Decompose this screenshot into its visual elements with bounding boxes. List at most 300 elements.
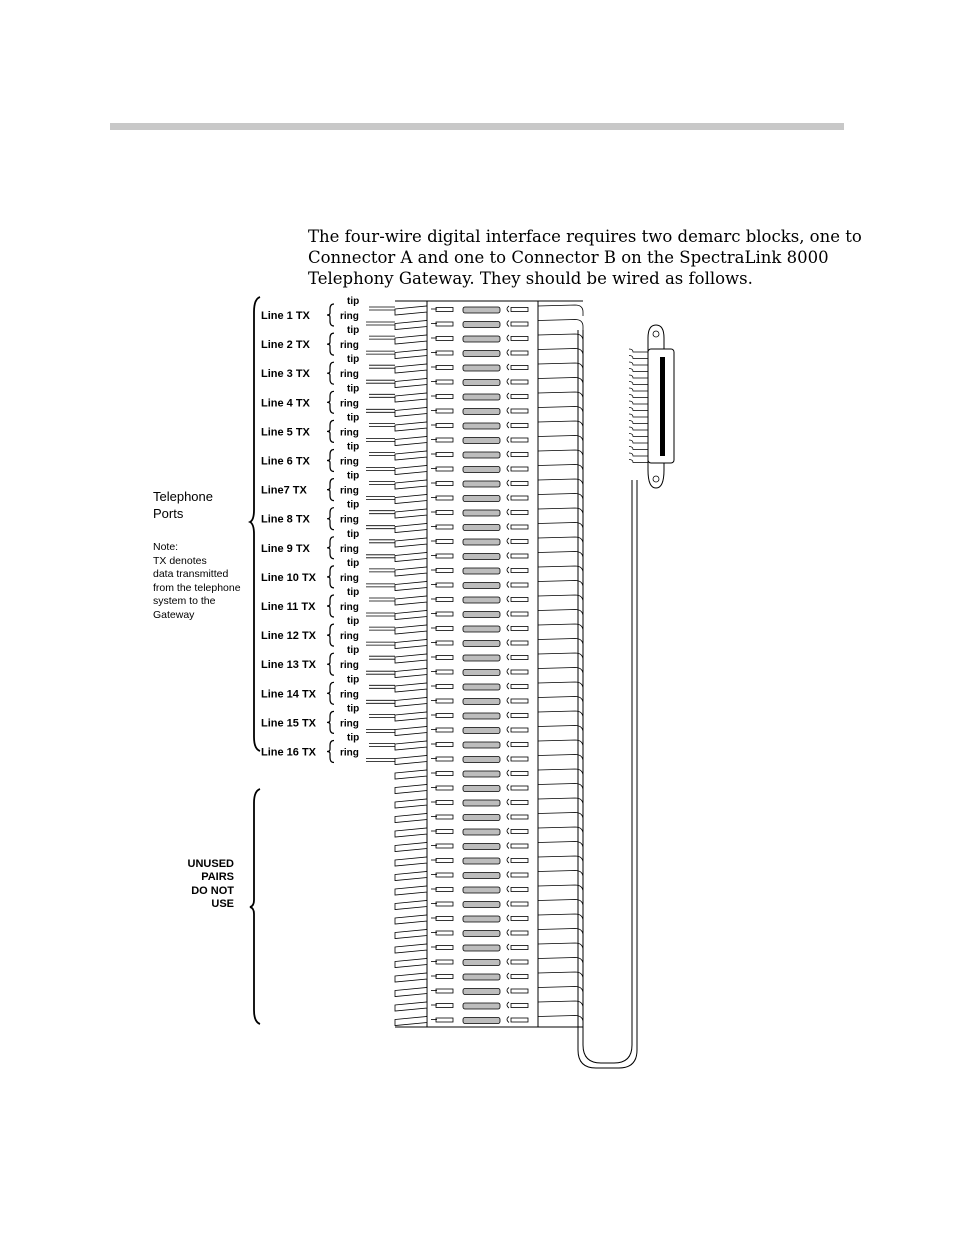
right-lead bbox=[538, 566, 583, 577]
tip-label: tip bbox=[347, 703, 360, 715]
connector-wire bbox=[629, 414, 648, 417]
right-lead bbox=[538, 392, 583, 403]
left-clip bbox=[436, 351, 453, 355]
left-lead bbox=[395, 973, 427, 982]
left-clip bbox=[436, 554, 453, 558]
right-clip-hook bbox=[507, 611, 509, 617]
right-lead bbox=[538, 407, 583, 418]
right-lead bbox=[538, 624, 583, 635]
note-line-1: Note: bbox=[153, 541, 179, 553]
right-lead bbox=[538, 305, 583, 316]
tip-label: tip bbox=[347, 528, 360, 540]
line-label: Line 13 TX bbox=[261, 659, 317, 672]
note-line-3: data transmitted bbox=[153, 568, 229, 580]
left-clip bbox=[436, 656, 453, 660]
right-lead bbox=[538, 479, 583, 490]
left-lead bbox=[395, 669, 427, 678]
right-clip-hook bbox=[507, 640, 509, 646]
tip-label: tip bbox=[347, 412, 360, 424]
right-clip bbox=[511, 917, 528, 921]
right-clip-hook bbox=[507, 422, 509, 428]
unused-pairs-brace bbox=[250, 789, 260, 1024]
line-label: Line 3 TX bbox=[261, 368, 310, 381]
tip-label: tip bbox=[347, 470, 360, 482]
bridge-clip bbox=[463, 452, 500, 458]
right-lead bbox=[538, 610, 583, 621]
left-clip bbox=[436, 844, 453, 848]
right-clip-hook bbox=[507, 756, 509, 762]
left-clip bbox=[436, 540, 453, 544]
connector-screw-bottom bbox=[653, 476, 659, 482]
right-lead bbox=[538, 595, 583, 606]
tip-label: tip bbox=[347, 674, 360, 686]
right-clip bbox=[511, 380, 528, 384]
right-clip bbox=[511, 424, 528, 428]
tip-label: tip bbox=[347, 441, 360, 453]
left-lead bbox=[395, 944, 427, 953]
right-clip bbox=[511, 772, 528, 776]
right-clip bbox=[511, 453, 528, 457]
right-lead bbox=[538, 639, 583, 650]
left-lead bbox=[395, 756, 427, 765]
right-clip bbox=[511, 482, 528, 486]
right-clip-hook bbox=[507, 843, 509, 849]
bridge-clip bbox=[463, 568, 500, 574]
right-clip-hook bbox=[507, 1002, 509, 1008]
right-clip-hook bbox=[507, 335, 509, 341]
line-brace bbox=[327, 566, 334, 588]
left-clip bbox=[436, 989, 453, 993]
right-lead bbox=[538, 508, 583, 519]
line-label: Line 9 TX bbox=[261, 542, 310, 555]
right-lead bbox=[538, 871, 583, 882]
right-clip bbox=[511, 757, 528, 761]
right-lead bbox=[538, 856, 583, 867]
tip-label: tip bbox=[347, 383, 360, 395]
right-clip bbox=[511, 946, 528, 950]
right-clip bbox=[511, 685, 528, 689]
left-lead bbox=[395, 828, 427, 837]
right-clip bbox=[511, 395, 528, 399]
note-line-4: from the telephone bbox=[153, 581, 241, 594]
bridge-clip bbox=[463, 1003, 500, 1009]
bridge-clip bbox=[463, 394, 500, 400]
bridge-clip bbox=[463, 438, 500, 444]
left-clip bbox=[436, 482, 453, 486]
connector-wire bbox=[629, 388, 648, 391]
bridge-clip bbox=[463, 713, 500, 719]
left-lead bbox=[395, 988, 427, 997]
line-brace bbox=[327, 741, 334, 763]
bridge-clip bbox=[463, 612, 500, 618]
left-lead bbox=[395, 437, 427, 446]
right-clip bbox=[511, 873, 528, 877]
right-lead bbox=[538, 900, 583, 911]
right-clip-hook bbox=[507, 567, 509, 573]
right-clip-hook bbox=[507, 451, 509, 457]
left-lead bbox=[395, 901, 427, 910]
right-clip-hook bbox=[507, 654, 509, 660]
bridge-clip bbox=[463, 902, 500, 908]
left-lead bbox=[395, 393, 427, 402]
line-label: Line 5 TX bbox=[261, 426, 310, 439]
right-clip-hook bbox=[507, 393, 509, 399]
left-lead bbox=[395, 466, 427, 475]
ring-label: ring bbox=[340, 572, 359, 584]
right-clip bbox=[511, 815, 528, 819]
left-lead bbox=[395, 1002, 427, 1011]
left-clip bbox=[436, 598, 453, 602]
left-clip bbox=[436, 453, 453, 457]
left-clip bbox=[436, 960, 453, 964]
unused-line-3: DO NOT bbox=[191, 884, 234, 897]
left-lead bbox=[395, 509, 427, 518]
connector-wire bbox=[629, 440, 648, 443]
left-clip bbox=[436, 511, 453, 515]
bridge-clip bbox=[463, 989, 500, 995]
right-clip-hook bbox=[507, 959, 509, 965]
connector-wire bbox=[629, 349, 648, 352]
line-label: Line 16 TX bbox=[261, 746, 317, 759]
bridge-clip bbox=[463, 525, 500, 531]
left-lead bbox=[395, 524, 427, 533]
right-lead bbox=[538, 320, 583, 331]
ring-label: ring bbox=[340, 398, 359, 410]
right-clip-hook bbox=[507, 785, 509, 791]
right-clip bbox=[511, 670, 528, 674]
right-clip bbox=[511, 931, 528, 935]
right-lead bbox=[538, 711, 583, 722]
right-clip bbox=[511, 337, 528, 341]
left-clip bbox=[436, 366, 453, 370]
line-brace bbox=[327, 508, 334, 530]
ring-label: ring bbox=[340, 485, 359, 497]
left-lead bbox=[395, 741, 427, 750]
right-clip bbox=[511, 496, 528, 500]
left-clip bbox=[436, 772, 453, 776]
right-lead bbox=[538, 494, 583, 505]
line-brace bbox=[327, 450, 334, 472]
right-lead bbox=[538, 842, 583, 853]
left-clip bbox=[436, 888, 453, 892]
ports-label-line-2: Ports bbox=[153, 506, 184, 521]
left-lead bbox=[395, 886, 427, 895]
right-clip-hook bbox=[507, 408, 509, 414]
right-lead bbox=[538, 972, 583, 983]
left-clip bbox=[436, 815, 453, 819]
left-lead bbox=[395, 408, 427, 417]
right-lead bbox=[538, 421, 583, 432]
right-lead bbox=[538, 378, 583, 389]
ring-label: ring bbox=[340, 456, 359, 468]
note-line-2: TX denotes bbox=[153, 554, 207, 567]
line-label: Line 12 TX bbox=[261, 630, 317, 643]
right-clip-hook bbox=[507, 770, 509, 776]
right-clip bbox=[511, 351, 528, 355]
right-clip bbox=[511, 1004, 528, 1008]
right-lead bbox=[538, 885, 583, 896]
left-clip bbox=[436, 975, 453, 979]
telephone-ports-brace bbox=[250, 297, 260, 751]
right-clip bbox=[511, 627, 528, 631]
right-clip bbox=[511, 467, 528, 471]
right-clip-hook bbox=[507, 698, 509, 704]
left-clip bbox=[436, 873, 453, 877]
connector-wire bbox=[629, 434, 648, 437]
bridge-clip bbox=[463, 800, 500, 806]
right-clip-hook bbox=[507, 973, 509, 979]
right-clip bbox=[511, 728, 528, 732]
line-brace bbox=[327, 711, 334, 733]
left-lead bbox=[395, 640, 427, 649]
bridge-clip bbox=[463, 945, 500, 951]
cable-outer bbox=[583, 330, 632, 1063]
left-clip bbox=[436, 641, 453, 645]
left-lead bbox=[395, 306, 427, 315]
right-lead bbox=[538, 436, 583, 447]
right-clip-hook bbox=[507, 799, 509, 805]
right-clip-hook bbox=[507, 379, 509, 385]
right-clip-hook bbox=[507, 930, 509, 936]
right-lead bbox=[538, 450, 583, 461]
bridge-clip bbox=[463, 699, 500, 705]
left-clip bbox=[436, 902, 453, 906]
connector-wire bbox=[629, 401, 648, 404]
right-clip bbox=[511, 525, 528, 529]
right-clip-hook bbox=[507, 437, 509, 443]
connector-wire bbox=[629, 453, 648, 456]
right-clip-hook bbox=[507, 944, 509, 950]
bridge-clip bbox=[463, 365, 500, 371]
right-lead bbox=[538, 1001, 583, 1012]
bridge-clip bbox=[463, 655, 500, 661]
tip-label: tip bbox=[347, 616, 360, 628]
right-clip bbox=[511, 989, 528, 993]
left-lead bbox=[395, 596, 427, 605]
right-clip bbox=[511, 583, 528, 587]
line-label: Line 4 TX bbox=[261, 397, 310, 410]
bridge-clip bbox=[463, 844, 500, 850]
right-lead bbox=[538, 349, 583, 360]
right-clip-hook bbox=[507, 538, 509, 544]
connector-wire bbox=[629, 395, 648, 398]
right-lead bbox=[538, 363, 583, 374]
right-clip-hook bbox=[507, 350, 509, 356]
line-label: Line 6 TX bbox=[261, 455, 310, 468]
right-clip bbox=[511, 888, 528, 892]
bridge-clip bbox=[463, 336, 500, 342]
bridge-clip bbox=[463, 728, 500, 734]
bridge-clip bbox=[463, 960, 500, 966]
right-clip bbox=[511, 554, 528, 558]
ring-label: ring bbox=[340, 747, 359, 759]
connector-wire bbox=[629, 427, 648, 430]
left-clip bbox=[436, 337, 453, 341]
left-lead bbox=[395, 654, 427, 663]
tip-label: tip bbox=[347, 325, 360, 337]
left-clip bbox=[436, 1018, 453, 1022]
right-clip-hook bbox=[507, 596, 509, 602]
line-label: Line 8 TX bbox=[261, 513, 310, 526]
bridge-clip bbox=[463, 1018, 500, 1024]
right-clip-hook bbox=[507, 727, 509, 733]
ring-label: ring bbox=[340, 631, 359, 643]
right-lead bbox=[538, 784, 583, 795]
line-label: Line 2 TX bbox=[261, 339, 310, 352]
right-clip bbox=[511, 569, 528, 573]
ring-label: ring bbox=[340, 718, 359, 730]
bridge-clip bbox=[463, 916, 500, 922]
left-lead bbox=[395, 553, 427, 562]
left-lead bbox=[395, 422, 427, 431]
bridge-clip bbox=[463, 771, 500, 777]
right-clip-hook bbox=[507, 480, 509, 486]
line-brace bbox=[327, 537, 334, 559]
left-lead bbox=[395, 683, 427, 692]
note-line-6: Gateway bbox=[153, 608, 195, 621]
right-clip-hook bbox=[507, 683, 509, 689]
right-clip bbox=[511, 960, 528, 964]
right-clip bbox=[511, 308, 528, 312]
right-clip bbox=[511, 844, 528, 848]
right-clip bbox=[511, 511, 528, 515]
left-clip bbox=[436, 728, 453, 732]
bridge-clip bbox=[463, 641, 500, 647]
bridge-clip bbox=[463, 307, 500, 313]
bridge-clip bbox=[463, 409, 500, 415]
left-clip bbox=[436, 946, 453, 950]
right-clip-hook bbox=[507, 915, 509, 921]
bridge-clip bbox=[463, 858, 500, 864]
ring-label: ring bbox=[340, 340, 359, 352]
right-clip-hook bbox=[507, 886, 509, 892]
right-clip-hook bbox=[507, 872, 509, 878]
connector-wire bbox=[629, 382, 648, 385]
left-lead bbox=[395, 379, 427, 388]
bridge-clip bbox=[463, 467, 500, 473]
left-clip bbox=[436, 1004, 453, 1008]
left-clip bbox=[436, 322, 453, 326]
left-lead bbox=[395, 495, 427, 504]
right-clip bbox=[511, 438, 528, 442]
tip-label: tip bbox=[347, 296, 360, 307]
right-clip bbox=[511, 612, 528, 616]
intro-line-2: Connector A and one to Connector B on the SpectraLink 8000 bbox=[308, 248, 829, 267]
left-lead bbox=[395, 799, 427, 808]
connector-screw-top bbox=[653, 331, 659, 337]
line-brace bbox=[327, 362, 334, 384]
left-lead bbox=[395, 582, 427, 591]
right-clip-hook bbox=[507, 669, 509, 675]
right-clip-hook bbox=[507, 466, 509, 472]
left-clip bbox=[436, 583, 453, 587]
right-lead bbox=[538, 987, 583, 998]
intro-line-1: The four-wire digital interface requires two demarc blocks, one to bbox=[308, 227, 862, 246]
right-clip bbox=[511, 366, 528, 370]
left-lead bbox=[395, 930, 427, 939]
left-lead bbox=[395, 843, 427, 852]
left-clip bbox=[436, 757, 453, 761]
left-clip bbox=[436, 801, 453, 805]
bridge-clip bbox=[463, 815, 500, 821]
right-lead bbox=[538, 682, 583, 693]
right-clip bbox=[511, 598, 528, 602]
line-label: Line 14 TX bbox=[261, 688, 317, 701]
connector-wire bbox=[629, 356, 648, 359]
left-lead bbox=[395, 451, 427, 460]
connector-wire bbox=[629, 369, 648, 372]
left-lead bbox=[395, 814, 427, 823]
right-clip-hook bbox=[507, 364, 509, 370]
left-clip bbox=[436, 859, 453, 863]
line-label: Line 10 TX bbox=[261, 571, 317, 584]
left-clip bbox=[436, 627, 453, 631]
left-lead bbox=[395, 480, 427, 489]
right-clip-hook bbox=[507, 321, 509, 327]
tip-label: tip bbox=[347, 732, 360, 744]
tip-label: tip bbox=[347, 354, 360, 366]
bridge-clip bbox=[463, 481, 500, 487]
ring-label: ring bbox=[340, 311, 359, 322]
right-clip bbox=[511, 786, 528, 790]
left-clip bbox=[436, 917, 453, 921]
left-lead bbox=[395, 785, 427, 794]
right-lead bbox=[538, 958, 583, 969]
right-clip-hook bbox=[507, 712, 509, 718]
right-clip-hook bbox=[507, 1017, 509, 1023]
right-clip bbox=[511, 801, 528, 805]
right-lead bbox=[538, 943, 583, 954]
bridge-clip bbox=[463, 742, 500, 748]
right-clip-hook bbox=[507, 495, 509, 501]
right-lead bbox=[538, 552, 583, 563]
unused-line-4: USE bbox=[211, 897, 234, 910]
left-lead bbox=[395, 538, 427, 547]
right-lead bbox=[538, 755, 583, 766]
bridge-clip bbox=[463, 583, 500, 589]
bridge-clip bbox=[463, 597, 500, 603]
tip-label: tip bbox=[347, 645, 360, 657]
right-clip bbox=[511, 902, 528, 906]
left-lead bbox=[395, 698, 427, 707]
right-lead bbox=[538, 668, 583, 679]
line-label: Line7 TX bbox=[261, 484, 307, 497]
bridge-clip bbox=[463, 757, 500, 763]
bridge-clip bbox=[463, 380, 500, 386]
left-lead bbox=[395, 872, 427, 881]
cable-inner bbox=[578, 330, 637, 1068]
right-clip bbox=[511, 743, 528, 747]
right-clip-hook bbox=[507, 509, 509, 515]
left-clip bbox=[436, 380, 453, 384]
line-brace bbox=[327, 624, 334, 646]
right-clip bbox=[511, 409, 528, 413]
connector-wire bbox=[629, 375, 648, 378]
line-brace bbox=[327, 479, 334, 501]
line-label: Line 11 TX bbox=[261, 601, 316, 613]
right-lead bbox=[538, 827, 583, 838]
bridge-clip bbox=[463, 322, 500, 328]
ring-label: ring bbox=[340, 514, 359, 526]
right-clip bbox=[511, 322, 528, 326]
left-lead bbox=[395, 611, 427, 620]
right-lead bbox=[538, 523, 583, 534]
line-brace bbox=[327, 304, 334, 326]
left-lead bbox=[395, 567, 427, 576]
right-clip bbox=[511, 975, 528, 979]
tip-label: tip bbox=[347, 499, 360, 511]
left-lead bbox=[395, 959, 427, 968]
